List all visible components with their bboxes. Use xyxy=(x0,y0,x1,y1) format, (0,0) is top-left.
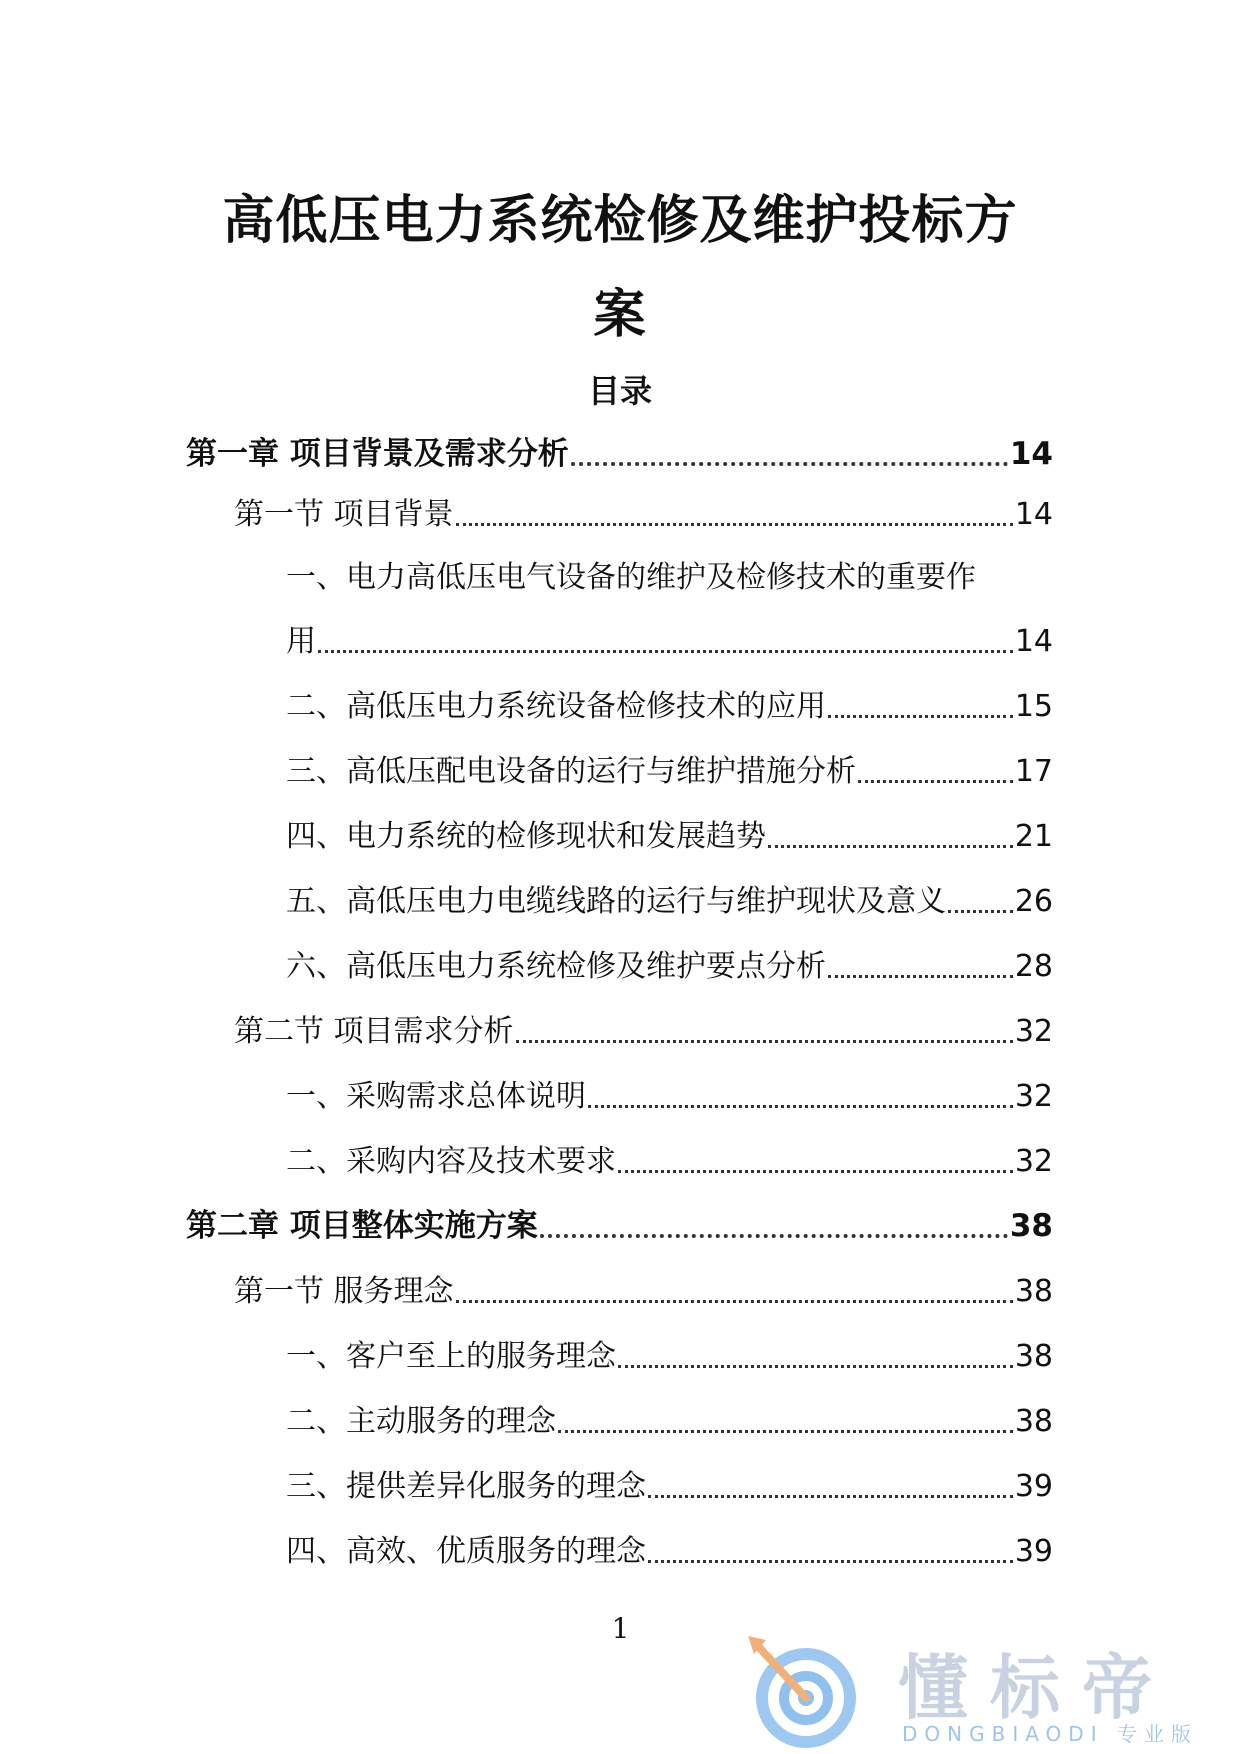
toc-entry[interactable] xyxy=(286,1328,1053,1376)
toc-leader-dots xyxy=(588,1105,1013,1108)
toc-entry-label: 六、高低压电力系统检修及维护要点分析 xyxy=(286,949,826,984)
toc-entry-label: 四、高效、优质服务的理念 xyxy=(286,1534,646,1569)
toc-entry[interactable] xyxy=(286,613,1053,661)
toc-leader-dots xyxy=(516,1040,1013,1043)
document-title-line1: 高低压电力系统检修及维护投标方 xyxy=(222,191,1018,251)
toc-entry-page: 14 xyxy=(1014,624,1053,659)
toc-entry-label: 三、提供差异化服务的理念 xyxy=(286,1469,646,1504)
watermark-brand: 懂标帝 xyxy=(898,1647,1174,1729)
toc-entry[interactable] xyxy=(286,743,1053,791)
toc-entry-label: 二、高低压电力系统设备检修技术的应用 xyxy=(286,689,826,724)
toc-entry[interactable] xyxy=(286,1068,1053,1116)
toc-entry[interactable] xyxy=(286,1523,1053,1571)
toc-entry-label: 二、主动服务的理念 xyxy=(286,1404,556,1439)
toc-entry[interactable] xyxy=(186,426,1053,474)
page-number: 1 xyxy=(611,1612,630,1645)
toc-entry[interactable] xyxy=(234,1263,1053,1311)
toc-leader-dots xyxy=(768,845,1013,848)
toc-entry[interactable] xyxy=(286,873,1053,921)
toc-entry-page: 38 xyxy=(1009,1207,1053,1244)
toc-entry[interactable] xyxy=(286,549,1053,597)
toc-entry-label: 五、高低压电力电缆线路的运行与维护现状及意义 xyxy=(286,884,946,919)
toc-entry-label: 第二节 项目需求分析 xyxy=(234,1014,514,1049)
toc-entry-page: 17 xyxy=(1014,754,1053,789)
toc-entry[interactable] xyxy=(186,1198,1053,1246)
toc-entry[interactable] xyxy=(286,938,1053,986)
toc-leader-dots xyxy=(828,975,1013,978)
toc-entry[interactable] xyxy=(286,1133,1053,1181)
toc-entry[interactable] xyxy=(286,1458,1053,1506)
toc-leader-dots xyxy=(456,523,1013,526)
toc-entry-label: 第一节 服务理念 xyxy=(234,1274,454,1309)
toc-entry-label: 一、采购需求总体说明 xyxy=(286,1079,586,1114)
toc-entry-page: 39 xyxy=(1014,1534,1053,1569)
document-title-line2: 案 xyxy=(593,285,647,345)
toc-entry-page: 14 xyxy=(1009,435,1053,472)
toc-leader-dots xyxy=(648,1495,1013,1498)
toc-entry-page: 26 xyxy=(1014,884,1053,919)
toc-entry-label: 第一节 项目背景 xyxy=(234,497,454,532)
toc-entry-page: 32 xyxy=(1014,1014,1053,1049)
toc-leader-dots xyxy=(828,715,1013,718)
toc-entry-page: 38 xyxy=(1014,1404,1053,1439)
target-arrow-icon xyxy=(740,1632,880,1752)
toc-entry-page: 32 xyxy=(1014,1144,1053,1179)
watermark-subtitle: DONGBIAODI 专业版 xyxy=(902,1722,1198,1746)
toc-entry[interactable] xyxy=(286,1393,1053,1441)
toc-leader-dots xyxy=(858,780,1013,783)
toc-leader-dots xyxy=(540,1234,1008,1238)
toc-entry-page: 39 xyxy=(1014,1469,1053,1504)
toc-leader-dots xyxy=(558,1430,1013,1433)
toc-entry-page: 38 xyxy=(1014,1339,1053,1374)
toc-leader-dots xyxy=(618,1365,1013,1368)
toc-entry-label: 用 xyxy=(286,624,316,659)
toc-entry-label: 一、电力高低压电气设备的维护及检修技术的重要作 xyxy=(286,560,976,595)
toc-entry-page: 28 xyxy=(1014,949,1053,984)
toc-leader-dots xyxy=(948,910,1013,913)
watermark-logo xyxy=(740,1632,1220,1748)
toc-entry-page: 32 xyxy=(1014,1079,1053,1114)
toc-leader-dots xyxy=(456,1300,1013,1303)
toc-entry-page: 14 xyxy=(1014,497,1053,532)
toc-leader-dots xyxy=(318,650,1013,653)
toc-entry[interactable] xyxy=(286,808,1053,856)
toc-entry-label: 三、高低压配电设备的运行与维护措施分析 xyxy=(286,754,856,789)
toc-heading: 目录 xyxy=(587,372,652,410)
toc-entry-page: 15 xyxy=(1014,689,1053,724)
toc-entry-label: 二、采购内容及技术要求 xyxy=(286,1144,616,1179)
toc-leader-dots xyxy=(648,1560,1013,1563)
toc-entry-label: 第一章 项目背景及需求分析 xyxy=(186,435,569,472)
toc-entry-label: 第二章 项目整体实施方案 xyxy=(186,1207,538,1244)
toc-entry[interactable] xyxy=(234,1003,1053,1051)
toc-leader-dots xyxy=(618,1170,1013,1173)
toc-entry[interactable] xyxy=(286,678,1053,726)
toc-entry[interactable] xyxy=(234,486,1053,534)
toc-entry-page: 38 xyxy=(1014,1274,1053,1309)
toc-entry-label: 四、电力系统的检修现状和发展趋势 xyxy=(286,819,766,854)
toc-entry-page: 21 xyxy=(1014,819,1053,854)
toc-entry-label: 一、客户至上的服务理念 xyxy=(286,1339,616,1374)
toc-leader-dots xyxy=(571,462,1008,466)
